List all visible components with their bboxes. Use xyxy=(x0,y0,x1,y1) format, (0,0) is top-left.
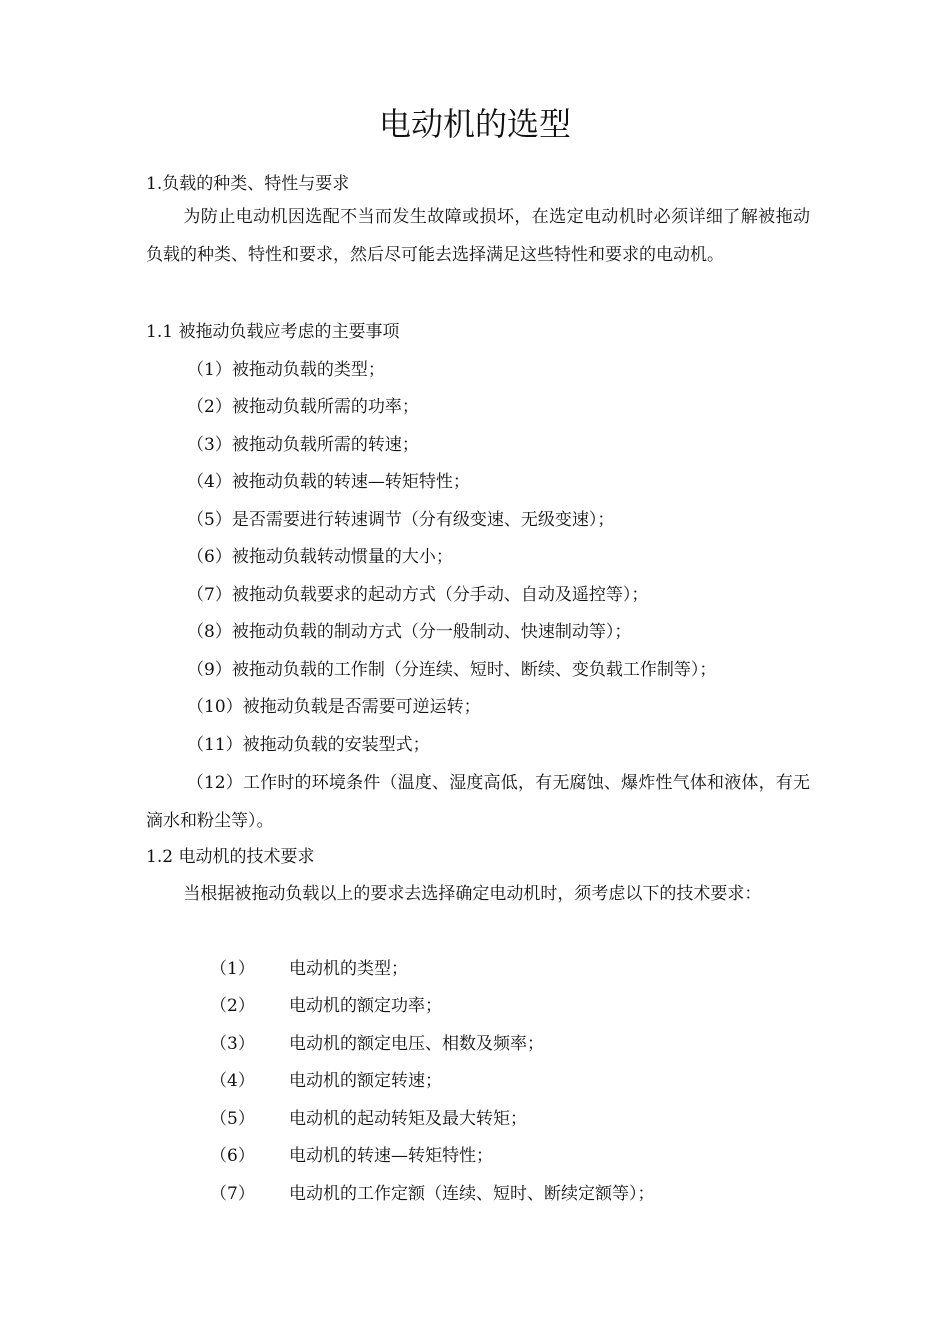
section-1-2-intro: 当根据被拖动负载以上的要求去选择确定电动机时，须考虑以下的技术要求： xyxy=(183,884,762,904)
requirement-number: （6） xyxy=(210,1146,255,1166)
requirement-text: 电动机的类型； xyxy=(289,959,408,979)
list-item: （2）被拖动负载所需的功率； xyxy=(187,397,419,417)
requirement-number: （2） xyxy=(210,996,255,1016)
requirement-text: 电动机的额定电压、相数及频率； xyxy=(289,1034,544,1054)
requirement-text: 电动机的工作定额（连续、短时、断续定额等）； xyxy=(289,1184,655,1204)
list-item: （11）被拖动负载的安装型式； xyxy=(187,735,430,755)
requirement-text: 电动机的起动转矩及最大转矩； xyxy=(289,1109,527,1129)
requirement-text: 电动机的转速—转矩特性； xyxy=(289,1146,493,1166)
requirement-text: 电动机的额定转速； xyxy=(289,1071,442,1091)
requirement-number: （3） xyxy=(210,1034,255,1054)
section-1-2-heading: 1.2 电动机的技术要求 xyxy=(146,847,315,867)
list-item: （1）被拖动负载的类型； xyxy=(187,360,385,380)
requirement-text: 电动机的额定功率； xyxy=(289,996,442,1016)
requirement-number: （7） xyxy=(210,1184,255,1204)
list-item: （7）被拖动负载要求的起动方式（分手动、自动及遥控等）； xyxy=(187,585,649,605)
list-item: （12）工作时的环境条件（温度、湿度高低，有无腐蚀、爆炸性气体和液体，有无滴水和粉尘等）。 xyxy=(146,773,810,831)
document-title: 电动机的选型 xyxy=(378,105,571,143)
requirement-number: （5） xyxy=(210,1109,255,1129)
list-item: （4）被拖动负载的转速—转矩特性； xyxy=(187,472,470,492)
requirement-number: （1） xyxy=(210,959,255,979)
list-item: （6）被拖动负载转动惯量的大小； xyxy=(187,547,453,567)
list-item: （8）被拖动负载的制动方式（分一般制动、快速制动等）； xyxy=(187,622,632,642)
section-1-intro: 为防止电动机因选配不当而发生故障或损坏，在选定电动机时必须详细了解被拖动负载的种类、特性和要求，然后尽可能去选择满足这些特性和要求的电动机。 xyxy=(146,207,810,265)
list-item: （9）被拖动负载的工作制（分连续、短时、断续、变负载工作制等）； xyxy=(187,660,717,680)
list-item: （3）被拖动负载所需的转速； xyxy=(187,435,419,455)
requirement-number: （4） xyxy=(210,1071,255,1091)
section-1-heading: 1.负载的种类、特性与要求 xyxy=(146,174,350,194)
section-1-1-heading: 1.1 被拖动负载应考虑的主要事项 xyxy=(146,322,400,342)
list-item: （10）被拖动负载是否需要可逆运转； xyxy=(187,697,481,717)
list-item: （5）是否需要进行转速调节（分有级变速、无级变速）； xyxy=(187,510,615,530)
